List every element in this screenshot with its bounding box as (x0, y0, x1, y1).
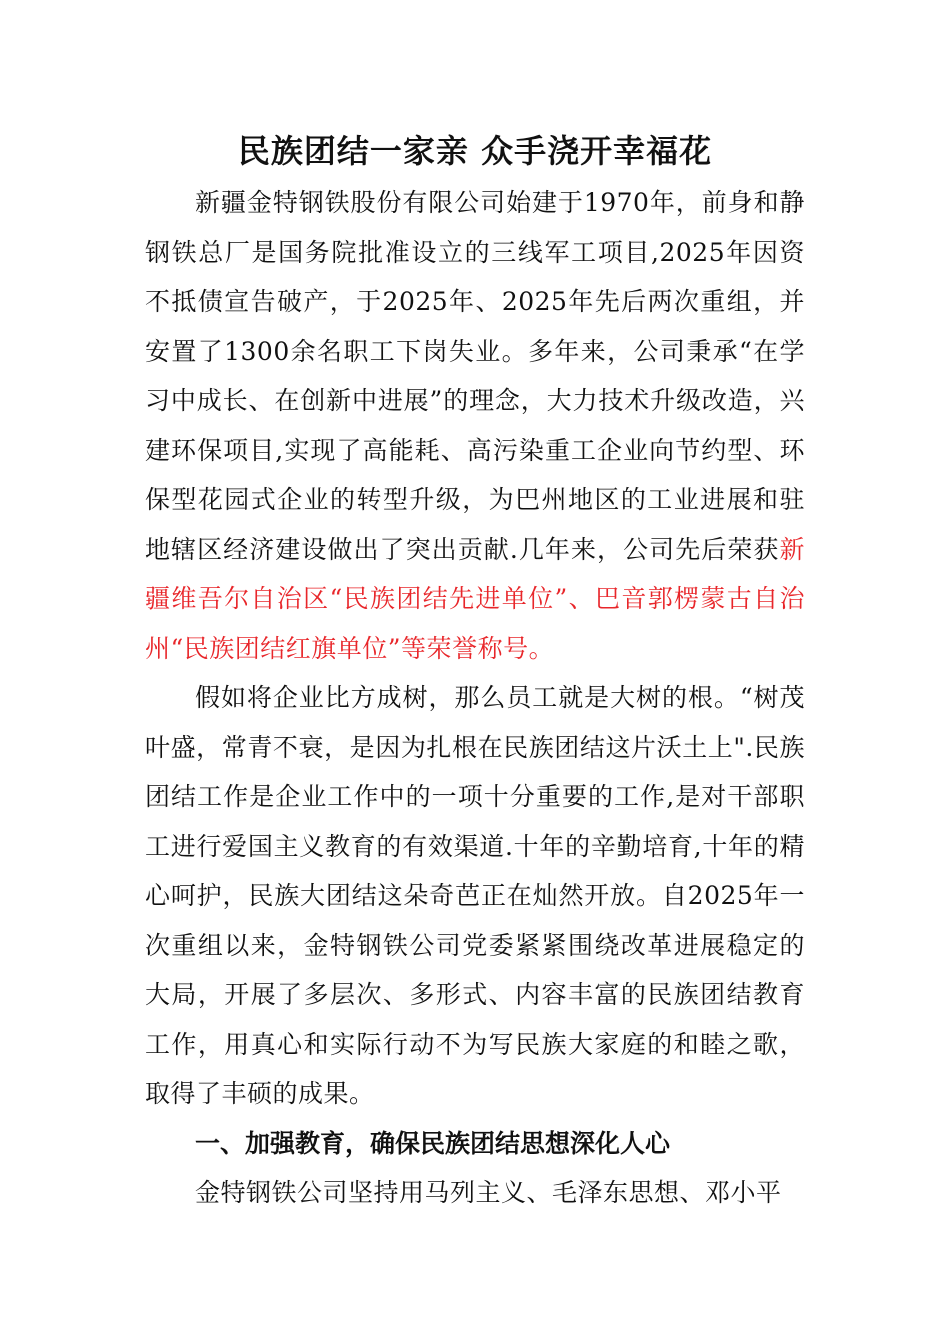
paragraph-3: 金特钢铁公司坚持用马列主义、毛泽东思想、邓小平 (195, 1178, 782, 1207)
paragraph-1-highlight: 新疆维吾尔自治区“民族团结先进单位”、巴音郭楞蒙古自治州“民族团结红旗单位”等荣誉称号。 (145, 534, 805, 663)
paragraph-1 (145, 178, 805, 673)
page-title: 民族团结一家亲 众手浇开幸福花 (237, 132, 713, 170)
section-1-heading: 一、加强教育，确保民族团结思想深化人心 (195, 1128, 671, 1158)
paragraph-2: 假如将企业比方成树，那么员工就是大树的根。“树茂叶盛，常青不衰，是因为扎根在民族团结这片沃土上".民族团结工作是企业工作中的一项十分重要的工作,是对干部职工进行爱国主义教育的有效渠道.十年的辛勤培育,十年的精心呵护，民族大团结这朵奇芭正在灿然开放。自2025年一次重组以来，金特钢铁公司党委紧紧围绕改革进展稳定的大局，开展了多层次、多形式、内容丰富的民族团结教育工作，用真心和实际行动不为写民族大家庭的和睦之歌，取得了丰硕的成果。 (145, 683, 805, 1108)
paragraph-1-text: 新疆金特钢铁股份有限公司始建于1970年，前身和静钢铁总厂是国务院批准设立的三线军工项目,2025年因资不抵债宣告破产，于2025年、2025年先后两次重组，并安置了1300余名职工下岗失业。多年来，公司秉承“在学习中成长、在创新中进展”的理念，大力技术升级改造，兴建环保项目,实现了高能耗、高污染重工企业向节约型、环保型花园式企业的转型升级，为巴州地区的工业进展和驻地辖区经济建设做出了突出贡献.几年来，公司先后荣获 (145, 188, 805, 564)
